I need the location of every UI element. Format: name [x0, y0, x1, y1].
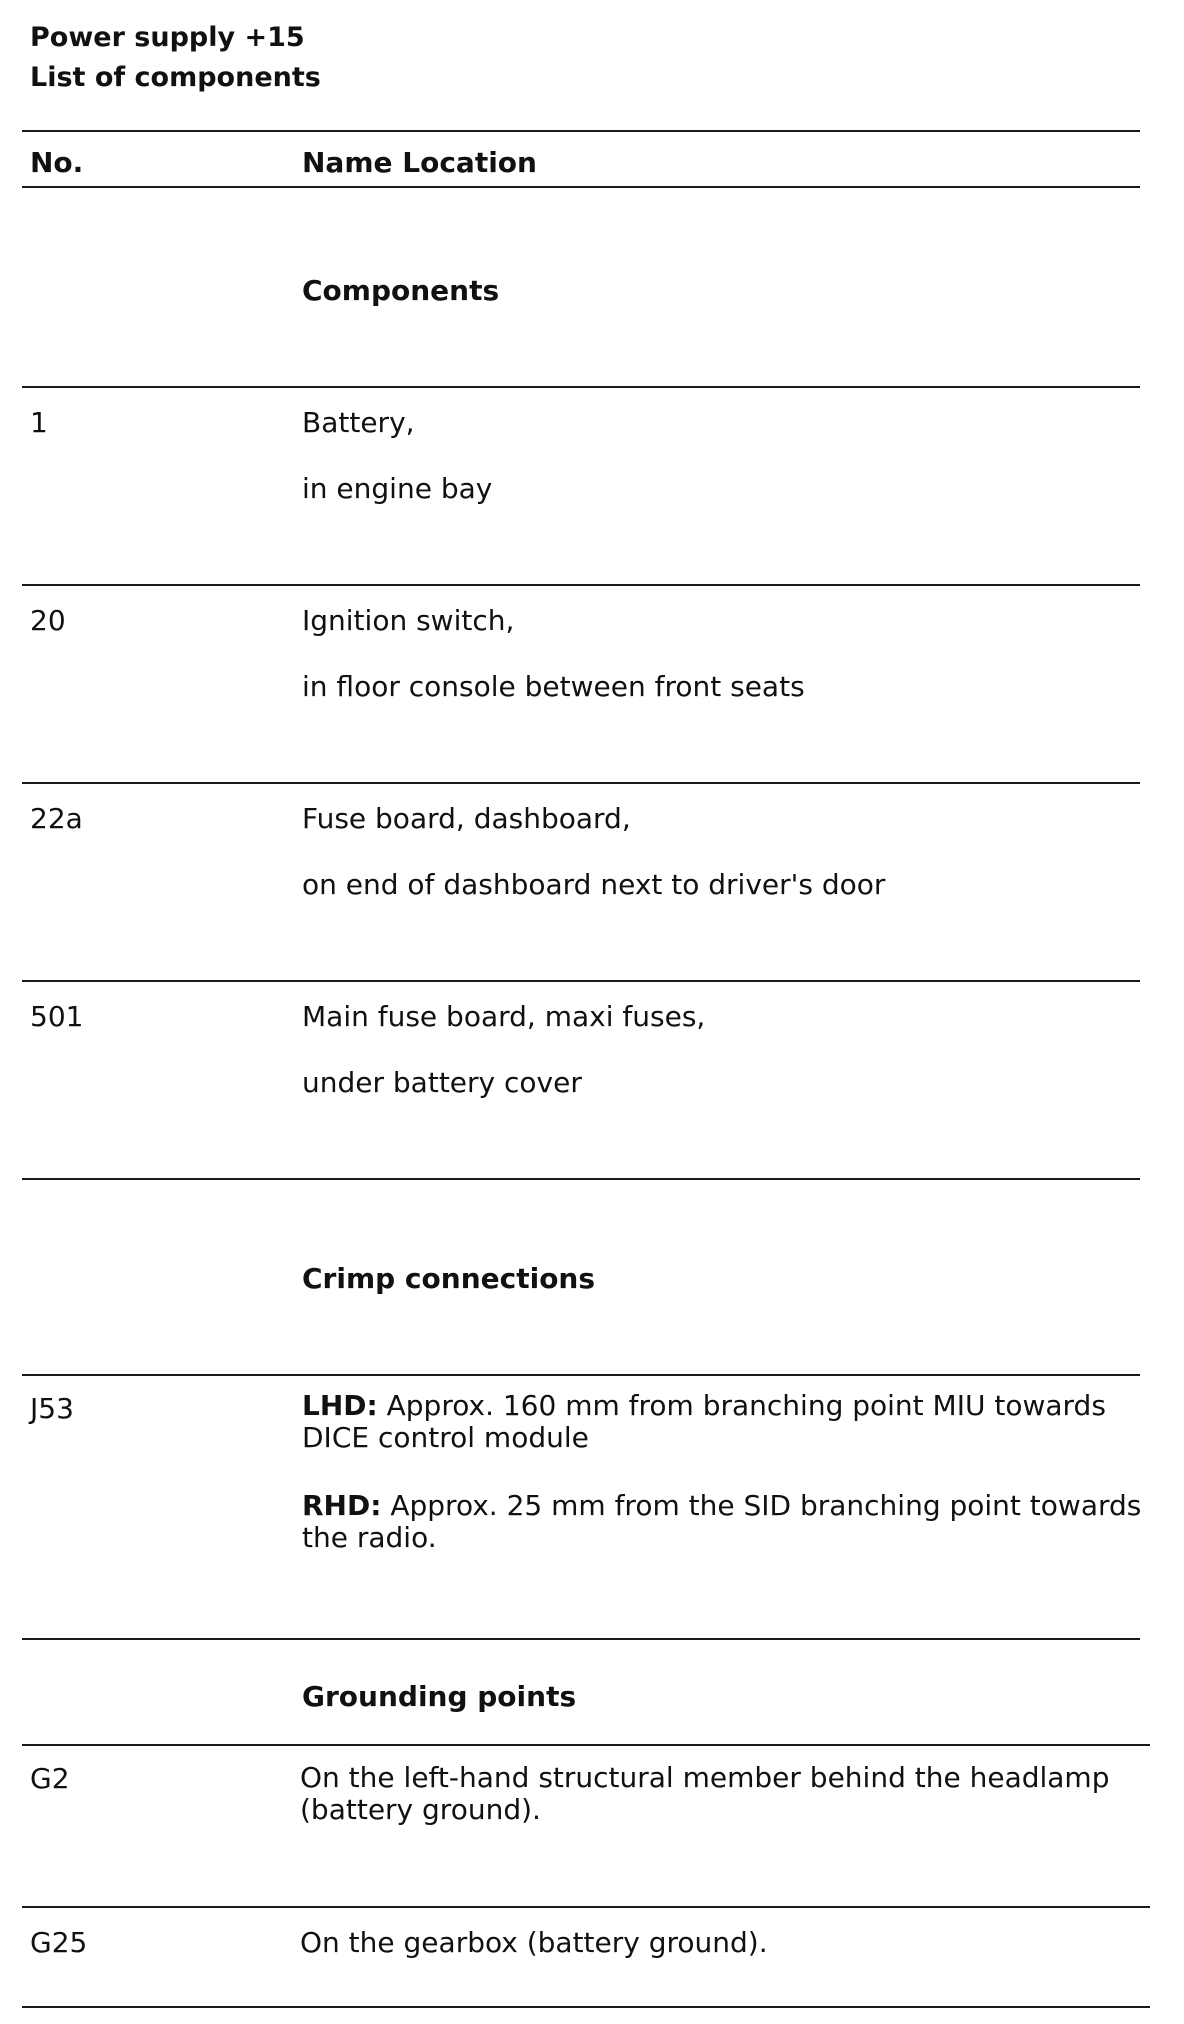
component-location: under battery cover: [302, 1066, 582, 1099]
row-number: 1: [30, 406, 48, 439]
column-header-no: No.: [30, 146, 84, 179]
document-title: Power supply +15: [30, 22, 305, 53]
table-top-rule: [22, 130, 1140, 132]
column-header-name-location: Name Location: [302, 146, 537, 179]
grounding-point-description: On the gearbox (battery ground).: [300, 1926, 768, 1959]
header-bottom-rule: [22, 186, 1140, 188]
row-rule: [22, 782, 1140, 784]
rhd-text: Approx. 25 mm from the SID branching point towards the radio.: [302, 1489, 1142, 1554]
row-number: 22a: [30, 802, 83, 835]
row-rule: [22, 1374, 1140, 1376]
component-location: in floor console between front seats: [302, 670, 805, 703]
section-heading-crimp-connections: Crimp connections: [302, 1262, 596, 1295]
section-heading-grounding-points: Grounding points: [302, 1680, 577, 1713]
crimp-rhd-description: [302, 1490, 1142, 1554]
lhd-label: LHD:: [302, 1389, 378, 1422]
component-location: in engine bay: [302, 472, 493, 505]
document-subtitle: List of components: [30, 62, 321, 93]
table-bottom-rule: [22, 2006, 1150, 2008]
row-number: J53: [30, 1392, 74, 1425]
row-number: G25: [30, 1926, 88, 1959]
component-name: Ignition switch,: [302, 604, 515, 637]
rhd-label: RHD:: [302, 1489, 382, 1522]
component-name: Main fuse board, maxi fuses,: [302, 1000, 706, 1033]
grounding-point-description: On the left-hand structural member behind the headlamp (battery ground).: [300, 1761, 1110, 1826]
row-rule: [22, 386, 1140, 388]
row-rule: [22, 584, 1140, 586]
component-name: Fuse board, dashboard,: [302, 802, 631, 835]
row-rule: [22, 1178, 1140, 1180]
row-rule: [22, 980, 1140, 982]
component-name: Battery,: [302, 406, 415, 439]
row-rule: [22, 1906, 1150, 1908]
row-number: 20: [30, 604, 66, 637]
row-rule: [22, 1638, 1140, 1640]
lhd-text: Approx. 160 mm from branching point MIU towards DICE control module: [302, 1389, 1106, 1454]
crimp-lhd-description: [302, 1390, 1142, 1454]
row-number: 501: [30, 1000, 84, 1033]
section-heading-components: Components: [302, 274, 500, 307]
row-rule: [22, 1744, 1150, 1746]
row-number: G2: [30, 1762, 70, 1795]
component-location: on end of dashboard next to driver's door: [302, 868, 886, 901]
